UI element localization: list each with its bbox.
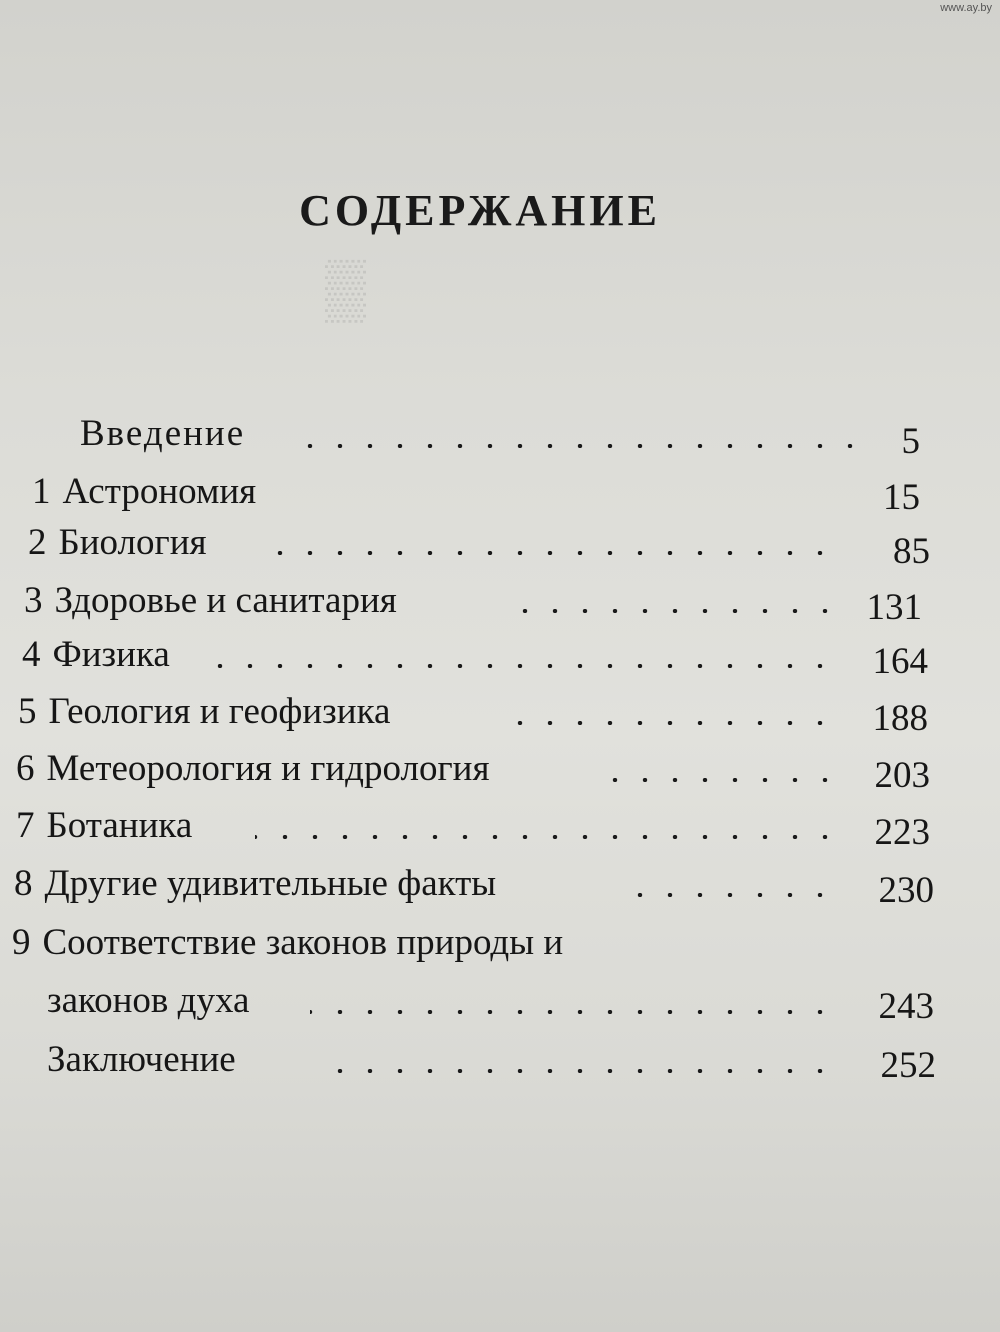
toc-entry-number: 1: [32, 471, 51, 512]
toc-leader-dots: [500, 609, 840, 613]
toc-entry-number: 5: [18, 691, 37, 732]
toc-page-number: 5: [901, 421, 920, 462]
toc-page-number: 85: [893, 531, 930, 572]
toc-leader-dots: [600, 778, 840, 782]
toc-entry-title: Метеорология и гидрология: [46, 748, 490, 789]
toc-entry-label: [16, 804, 192, 848]
toc-leader-dots: [300, 444, 865, 448]
toc-entry-label: [80, 412, 245, 456]
toc-entry-title: Здоровье и санитария: [54, 580, 397, 621]
toc-page-number: 131: [866, 587, 922, 628]
show-through-text: ▒: [325, 256, 367, 321]
toc-entry-title: Биология: [58, 522, 207, 563]
toc-entry-number: 2: [28, 522, 47, 563]
toc-entry-number: 8: [14, 863, 33, 904]
toc-entry-title: Физика: [52, 634, 170, 675]
toc-page-number: 203: [874, 755, 930, 796]
toc-page-number: 252: [880, 1045, 936, 1086]
toc-entry-title: Заключение: [47, 1039, 236, 1080]
toc-entry-title: Другие удивительные факты: [44, 863, 497, 904]
toc-entry-title: Геология и геофизика: [48, 691, 391, 732]
toc-page-number: 164: [872, 641, 928, 682]
toc-entry-label: [47, 1038, 236, 1082]
toc-page-number: 15: [883, 477, 920, 518]
toc-leader-dots: [255, 835, 840, 839]
toc-entry-title: Астрономия: [62, 471, 257, 512]
toc-page-number: 188: [872, 698, 928, 739]
watermark-text: www.ay.by: [940, 2, 992, 14]
toc-entry-label: [22, 633, 170, 677]
toc-entry-label: [16, 747, 489, 791]
toc-entry-number: 3: [24, 580, 43, 621]
toc-entry-label: [18, 690, 390, 734]
toc-leader-dots: [255, 551, 835, 555]
toc-leader-dots: [620, 893, 835, 897]
toc-page-number: 243: [878, 986, 934, 1027]
toc-entry-label: [28, 521, 207, 565]
toc-entry-label: [24, 579, 397, 623]
toc-entry-label: [32, 470, 256, 514]
toc-entry-number: 4: [22, 634, 41, 675]
toc-entry-title: Ботаника: [46, 805, 193, 846]
toc-entry-title: законов духа: [47, 980, 250, 1021]
toc-entry-number: 6: [16, 748, 35, 789]
toc-page-number: 223: [874, 812, 930, 853]
toc-entry-title: Введение: [80, 413, 246, 454]
toc-leader-dots: [310, 1010, 835, 1014]
toc-entry-number: 9: [12, 922, 31, 963]
toc-leader-dots: [320, 1069, 835, 1073]
toc-leader-dots: [495, 721, 835, 725]
page-title: СОДЕРЖАНИЕ: [299, 186, 661, 235]
toc-entry-label: [47, 979, 249, 1023]
toc-entry-title: Соответствие законов природы и: [42, 922, 564, 963]
toc-entry-label: [14, 862, 496, 906]
toc-entry-number: 7: [16, 805, 35, 846]
toc-entry-label: [12, 921, 563, 965]
toc-leader-dots: [215, 664, 835, 668]
toc-page-number: 230: [878, 870, 934, 911]
